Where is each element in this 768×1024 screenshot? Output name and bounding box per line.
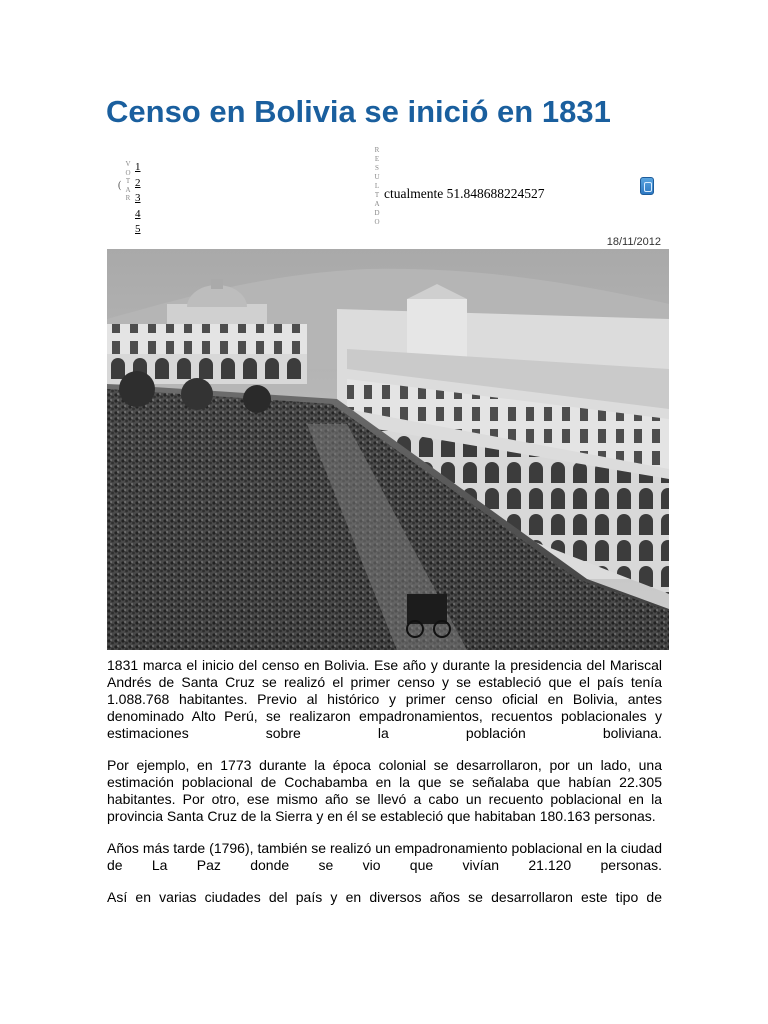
share-icon[interactable] bbox=[640, 177, 654, 195]
rating-option-2[interactable]: 2 bbox=[135, 176, 141, 189]
article-title: Censo en Bolivia se inició en 1831 bbox=[106, 94, 611, 129]
result-value: ctualmente 51.848688224527 bbox=[384, 186, 545, 201]
article-photo bbox=[107, 249, 669, 650]
rating-options bbox=[135, 160, 141, 238]
article-paragraph-3: Años más tarde (1796), también se realizó un empadronamiento poblacional en la ciudad de La Paz donde se vio que vivían 21.120 personas. bbox=[107, 840, 662, 873]
article-paragraph-2: Por ejemplo, en 1773 durante la época colonial se desarrollaron, por un lado, una estimación poblacional de Cochabamba en la que se señalaba que habían 22.305 habitantes. Por otro, ese mismo año se llevó a cabo un recuento poblacional en la provincia Santa Cruz de la Sierra y en él se estableció que habitaban 180.163 personas. bbox=[107, 757, 662, 824]
plaza-photo-illustration bbox=[107, 249, 669, 650]
vote-open-paren: ( bbox=[118, 180, 122, 191]
article-date: 18/11/2012 bbox=[606, 236, 661, 248]
rating-option-5[interactable]: 5 bbox=[135, 223, 141, 235]
article-paragraph-4: Así en varias ciudades del país y en diversos años se desarrollaron este tipo de bbox=[107, 889, 662, 905]
article-paragraph-1: 1831 marca el inicio del censo en Bolivia. Ese año y durante la presidencia del Mariscal Andrés de Santa Cruz se realizó el primer censo y se estableció que el país tenía 1.088.768 habitantes. Previo al histórico y primer censo oficial en Bolivia, antes denominado Alto Perú, se realizaron empadronamientos, recuentos poblacionales y estimaciones sobre la población boliviana. bbox=[107, 657, 662, 741]
rating-option-4[interactable]: 4 bbox=[135, 207, 141, 220]
vote-label: V O T A R bbox=[125, 160, 131, 202]
rating-option-1[interactable]: 1 bbox=[135, 161, 141, 173]
article-body bbox=[107, 657, 662, 921]
rating-option-3[interactable]: 3 bbox=[135, 192, 141, 204]
result-label: R E S U L T A D O bbox=[374, 146, 380, 226]
